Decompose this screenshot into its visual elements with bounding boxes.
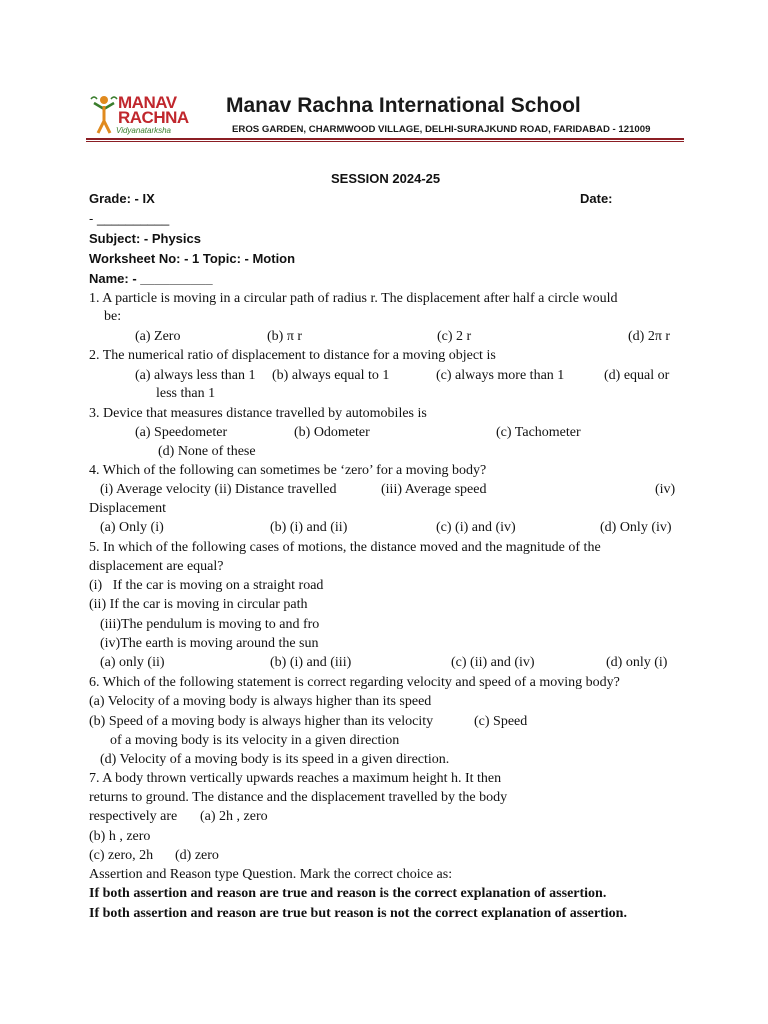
q3-option-d: (d) None of these <box>158 444 256 459</box>
q5-statement-ii: (ii) If the car is moving in circular path <box>89 597 308 612</box>
school-name: Manav Rachna International School <box>226 94 581 117</box>
q2-option-d: (d) equal or <box>604 368 670 383</box>
header-divider <box>86 138 684 140</box>
q5-option-a: (a) only (ii) <box>100 655 165 670</box>
q4-option-d: (d) Only (iv) <box>600 520 672 535</box>
q1-text-cont: be: <box>104 309 122 324</box>
q1-option-b: (b) π r <box>267 329 303 344</box>
q6-text: 6. Which of the following statement is correct regarding velocity and speed of a moving body? <box>89 675 620 690</box>
q7-text-cont2: respectively are <box>89 809 178 824</box>
school-address: EROS GARDEN, CHARMWOOD VILLAGE, DELHI-SURAJKUND ROAD, FARIDABAD - 121009 <box>232 124 651 135</box>
q2-text: 2. The numerical ratio of displacement to distance for a moving object is <box>89 348 496 363</box>
q5-option-c: (c) (ii) and (iv) <box>451 655 535 670</box>
q5-text-cont: displacement are equal? <box>89 559 224 574</box>
q3-text: 3. Device that measures distance travelled by automobiles is <box>89 406 427 421</box>
q7-text-cont: returns to ground. The distance and the displacement travelled by the body <box>89 790 508 805</box>
assertion-rule-1: If both assertion and reason are true and reason is the correct explanation of assertion. <box>89 886 607 901</box>
q3-option-b: (b) Odometer <box>294 425 370 440</box>
q6-option-a: (a) Velocity of a moving body is always higher than its speed <box>89 694 432 709</box>
school-logo <box>88 93 196 139</box>
q6-option-d: (d) Velocity of a moving body is its speed in a given direction. <box>100 752 450 767</box>
q6-option-c-cont: of a moving body is its velocity in a given direction <box>110 733 400 748</box>
q5-statement-iv: (iv)The earth is moving around the sun <box>100 636 319 651</box>
q2-option-d-cont: less than 1 <box>156 386 216 401</box>
q1-option-c: (c) 2 r <box>437 329 472 344</box>
q5-option-d: (d) only (i) <box>606 655 668 670</box>
q5-statement-iii: (iii)The pendulum is moving to and fro <box>100 617 320 632</box>
worksheet-field: Worksheet No: - 1 Topic: - Motion <box>89 251 296 266</box>
q1-text: 1. A particle is moving in a circular path of radius r. The displacement after half a circle would <box>89 291 618 306</box>
subject-field: Subject: - Physics <box>89 231 201 246</box>
date-label: Date: <box>580 191 613 206</box>
q4-text: 4. Which of the following can sometimes be ‘zero’ for a moving body? <box>89 463 487 478</box>
q5-statement-i: (i) If the car is moving on a straight road <box>89 578 324 593</box>
q3-option-c: (c) Tachometer <box>496 425 581 440</box>
q4-statement-iii: (iii) Average speed <box>381 482 487 497</box>
name-field: Name: - __________ <box>89 271 213 286</box>
q4-option-b: (b) (i) and (ii) <box>270 520 348 535</box>
q2-option-b: (b) always equal to 1 <box>272 368 390 383</box>
assertion-intro: Assertion and Reason type Question. Mark the correct choice as: <box>89 867 453 882</box>
q6-option-b: (b) Speed of a moving body is always higher than its velocity <box>89 714 434 729</box>
q4-statement-iv-cont: Displacement <box>89 501 166 516</box>
session-title: SESSION 2024-25 <box>331 171 441 186</box>
header-divider-thin <box>86 141 684 142</box>
q3-option-a: (a) Speedometer <box>135 425 228 440</box>
q6-option-c: (c) Speed <box>474 714 528 729</box>
q4-statement-iv: (iv) <box>655 482 676 497</box>
q7-text: 7. A body thrown vertically upwards reaches a maximum height h. It then <box>89 771 502 786</box>
q1-option-a: (a) Zero <box>135 329 181 344</box>
q7-option-d: (d) zero <box>175 848 219 863</box>
date-blank: - __________ <box>89 211 170 226</box>
q4-option-c: (c) (i) and (iv) <box>436 520 516 535</box>
q1-option-d: (d) 2π r <box>628 329 671 344</box>
q7-option-b: (b) h , zero <box>89 829 151 844</box>
logo-text-line1: MANAV <box>118 93 177 112</box>
q2-option-c: (c) always more than 1 <box>436 368 565 383</box>
q7-option-a: (a) 2h , zero <box>200 809 268 824</box>
q2-option-a: (a) always less than 1 <box>135 368 256 383</box>
grade-field: Grade: - IX <box>89 191 155 206</box>
logo-tagline: Vidyanatarksha <box>116 126 171 135</box>
q4-statement-i-ii: (i) Average velocity (ii) Distance travelled <box>100 482 337 497</box>
q5-option-b: (b) (i) and (iii) <box>270 655 352 670</box>
q5-text: 5. In which of the following cases of motions, the distance moved and the magnitude of the <box>89 540 601 555</box>
q7-option-c: (c) zero, 2h <box>89 848 154 863</box>
q4-option-a: (a) Only (i) <box>100 520 164 535</box>
assertion-rule-2: If both assertion and reason are true but reason is not the correct explanation of assertion. <box>89 906 627 921</box>
logo-text-line2: RACHNA <box>118 108 189 127</box>
